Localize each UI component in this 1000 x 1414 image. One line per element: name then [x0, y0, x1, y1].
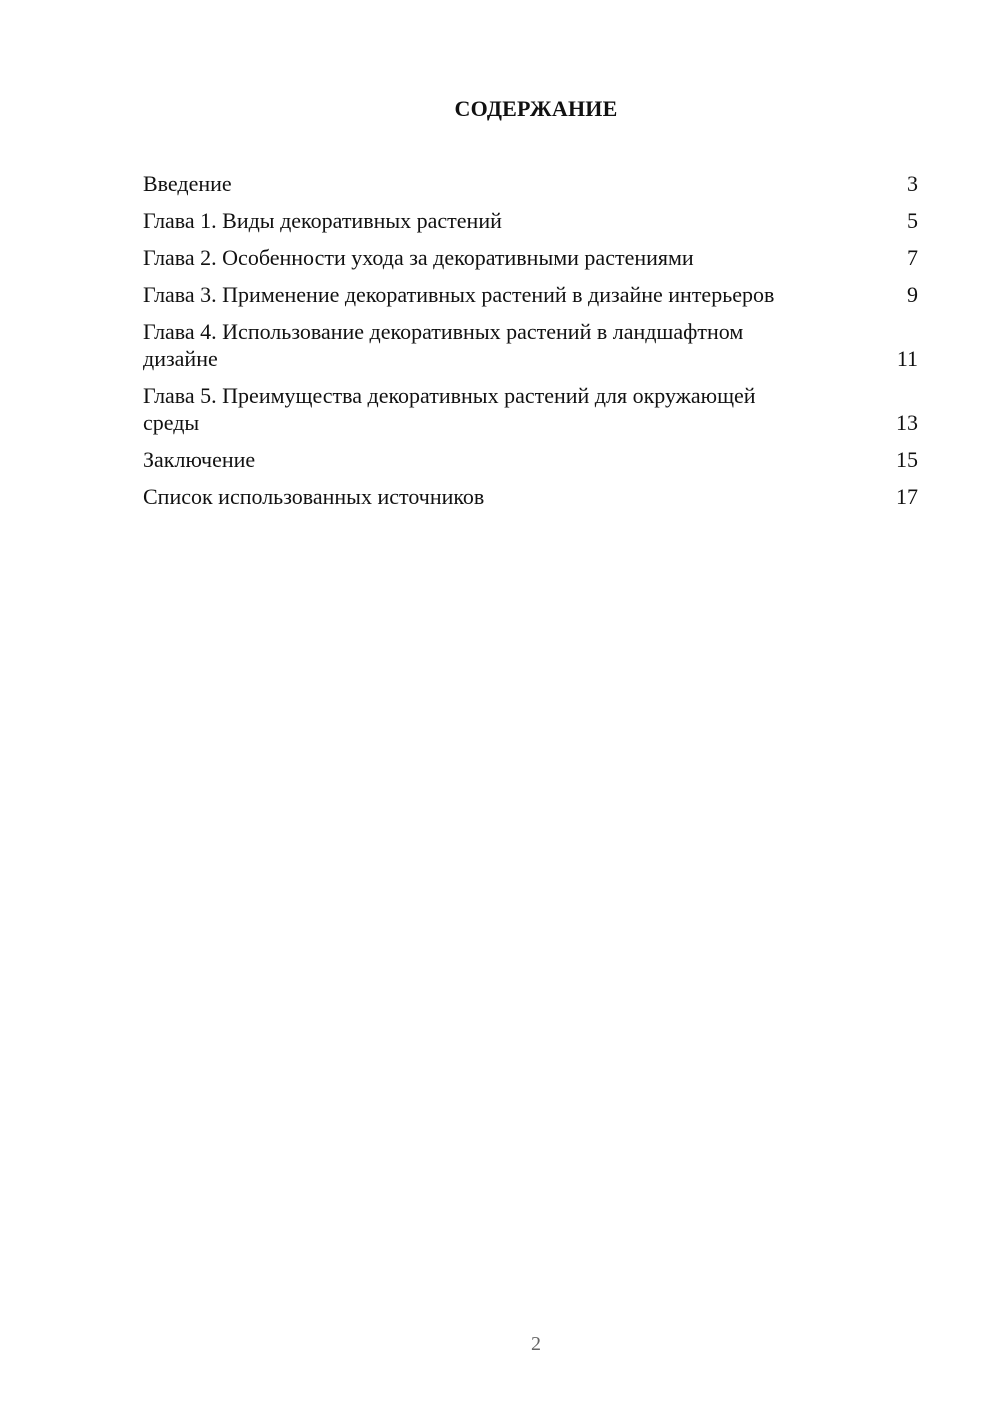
toc-entry [143, 281, 918, 308]
toc-entry-page: 15 [896, 447, 918, 472]
toc-entry-title: Введение [143, 171, 232, 196]
toc-entry-title: Глава 2. Особенности ухода за декоративными растениями [143, 245, 694, 270]
toc-entry-title: Глава 4. Использование декоративных растений в ландшафтном дизайне [143, 319, 744, 371]
toc-entry [143, 446, 918, 473]
toc-entry-title: Глава 5. Преимущества декоративных растений для окружающей среды [143, 383, 756, 435]
toc-entry [143, 483, 918, 510]
toc-entry [143, 318, 918, 372]
toc-entry-page: 13 [896, 410, 918, 435]
toc-entry [143, 207, 918, 234]
toc-entry [143, 244, 918, 271]
table-of-contents [143, 170, 918, 520]
page-title: СОДЕРЖАНИЕ [454, 96, 618, 121]
toc-entry-page: 9 [907, 282, 918, 307]
toc-entry-title: Глава 3. Применение декоративных растений в дизайне интерьеров [143, 282, 775, 307]
toc-entry-page: 7 [907, 245, 918, 270]
toc-entry-page: 17 [896, 484, 918, 509]
toc-entry-page: 11 [896, 346, 918, 371]
page-number: 2 [531, 1333, 541, 1355]
toc-entry-page: 5 [907, 208, 918, 233]
toc-entry [143, 170, 918, 197]
toc-entry-title: Заключение [143, 447, 256, 472]
toc-entry-title: Список использованных источников [143, 484, 485, 509]
toc-entry-page: 3 [907, 171, 918, 196]
toc-entry [143, 382, 918, 436]
toc-entry-title: Глава 1. Виды декоративных растений [143, 208, 502, 233]
